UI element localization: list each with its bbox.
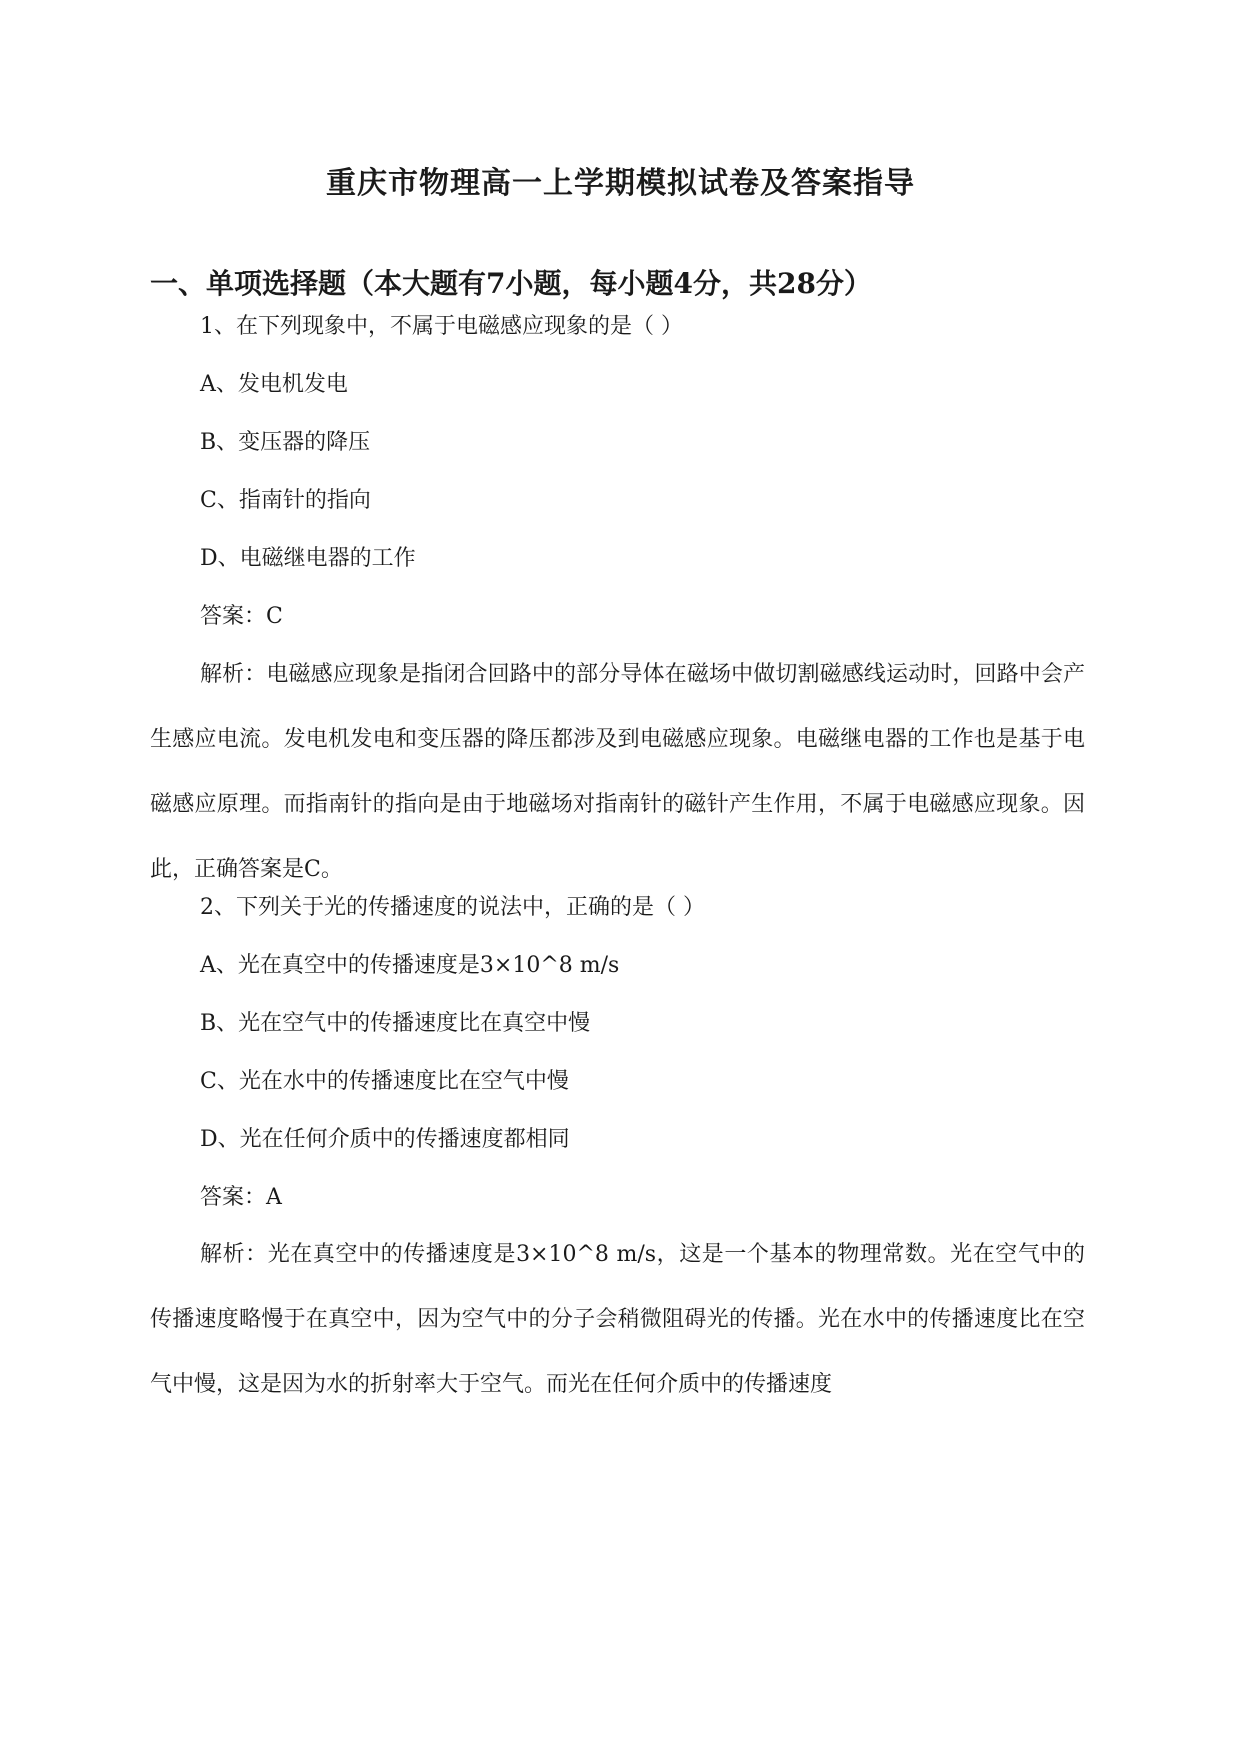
question-2-answer: 答案：A — [200, 1185, 282, 1210]
question-1-answer: 答案：C — [200, 604, 283, 629]
question-1-option-b: B、变压器的降压 — [200, 430, 371, 455]
question-1-analysis: 解析：电磁感应现象是指闭合回路中的部分导体在磁场中做切割磁感线运动时，回路中会产生感应电流。发电机发电和变压器的降压都涉及到电磁感应现象。电磁继电器的工作也是基于电磁感应原理。而指南针的指向是由于地磁场对指南针的磁针产生作用，不属于电磁感应现象。因此，正确答案是C。 — [150, 662, 1085, 882]
question-2-analysis: 解析：光在真空中的传播速度是3×10^8 m/s，这是一个基本的物理常数。光在空气中的传播速度略慢于在真空中，因为空气中的分子会稍微阻碍光的传播。光在水中的传播速度比在空气中慢，这是因为水的折射率大于空气。而光在任何介质中的传播速度 — [150, 1242, 1085, 1397]
section-heading: 一、单项选择题（本大题有7小题，每小题4分，共28分） — [150, 267, 872, 300]
document-title: 重庆市物理高一上学期模拟试卷及答案指导 — [326, 166, 915, 201]
question-1-option-a: A、发电机发电 — [200, 372, 348, 397]
question-1-option-c: C、指南针的指向 — [200, 488, 371, 513]
question-1-option-d: D、电磁继电器的工作 — [200, 546, 416, 571]
question-2-option-d: D、光在任何介质中的传播速度都相同 — [200, 1127, 570, 1152]
question-2-option-a: A、光在真空中的传播速度是3×10^8 m/s — [200, 953, 620, 978]
question-2-stem: 2、下列关于光的传播速度的说法中，正确的是（ ） — [200, 895, 705, 920]
question-2-option-c: C、光在水中的传播速度比在空气中慢 — [200, 1069, 569, 1094]
question-2-option-b: B、光在空气中的传播速度比在真空中慢 — [200, 1011, 591, 1036]
question-1-stem: 1、在下列现象中，不属于电磁感应现象的是（ ） — [200, 314, 683, 339]
